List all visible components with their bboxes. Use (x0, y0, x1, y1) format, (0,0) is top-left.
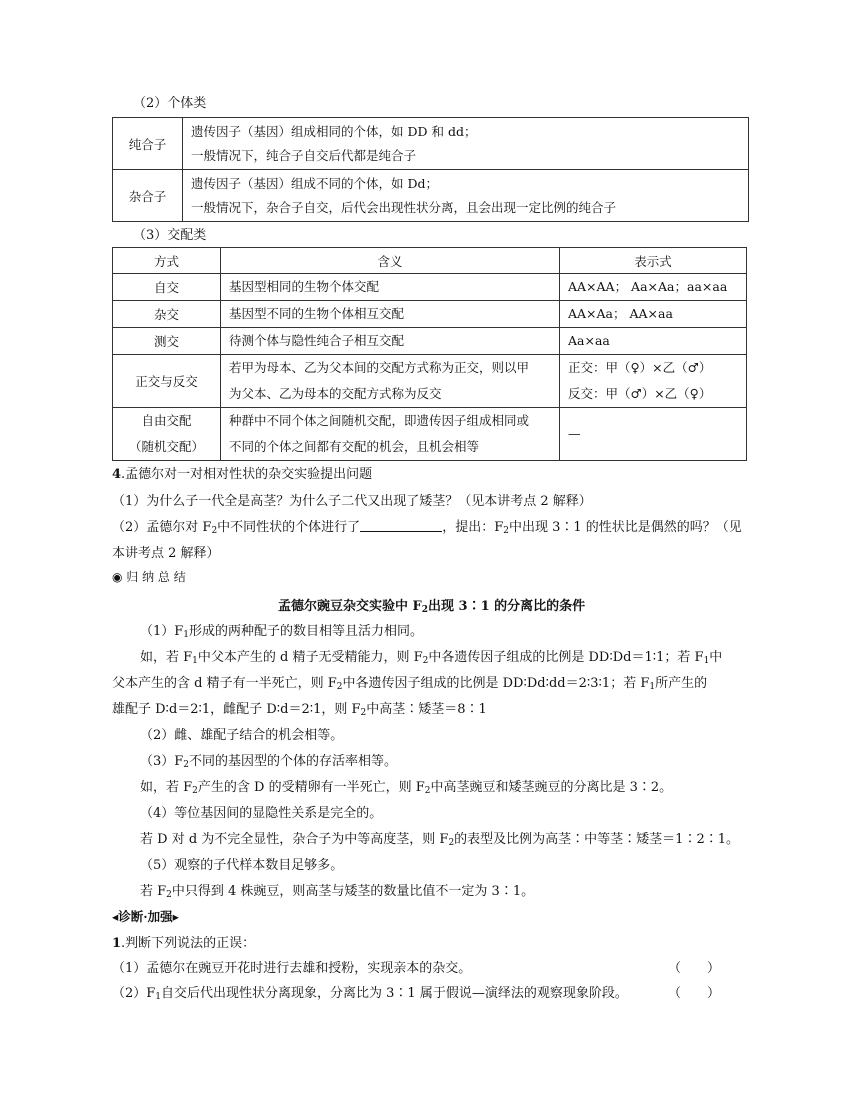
table-row (113, 301, 747, 328)
mating-types-table (112, 247, 747, 461)
method-cell: 正交与反交 (113, 355, 221, 408)
term-cell: 纯合子 (113, 118, 183, 170)
summary-item: （5）观察的子代样本数目足够多。 (140, 858, 344, 873)
header-expression: 表示式 (560, 248, 747, 274)
summary-text: 父本产生的含 d 精子有一半死亡，则 $F_2$中各遗传因子组成的比例是 DD∶Dd∶dd＝2∶3∶1；若 $F_1$所产生的 (112, 676, 708, 692)
meaning-cell: 基因型不同的生物个体相互交配 (229, 306, 405, 321)
meaning-line: 不同的个体之间都有交配的机会，且机会相等 (229, 439, 480, 454)
question-4-sub2-cont: 本讲考点 2 解释） (112, 546, 220, 561)
table-row (113, 118, 749, 170)
table-header-row (113, 248, 747, 274)
question-4-sub2: （2）孟德尔对 $F_2$中不同性状的个体进行了 ，提出：$F_2$中出现 3∶1 的性状比是偶然的吗？（见 (112, 520, 742, 536)
method-cell: 自交 (113, 274, 221, 301)
summary-text: 如，若 $F_2$产生的含 D 的受精卵有一半死亡，则 $F_2$中高茎豌豆和矮茎豌豆的分离比是 3∶2。 (140, 780, 673, 796)
method-cell: 测交 (113, 328, 221, 355)
summary-text: 若 D 对 d 为不完全显性，杂合子为中等高度茎，则 $F_2$的表型及比例为高茎∶中等茎∶矮茎＝1∶2∶1。 (140, 832, 739, 848)
answer-parentheses[interactable]: （ ） (668, 986, 721, 1001)
meaning-cell: 基因型相同的生物个体交配 (229, 279, 380, 294)
diagnosis-label: ◂诊断·加强▸ (112, 909, 179, 924)
answer-parentheses[interactable]: （ ） (668, 961, 721, 976)
table-row (113, 355, 747, 408)
expression-cell: Aa×aa (568, 333, 610, 348)
summary-label: ◉ 归 纳 总 结 (112, 570, 186, 584)
expression-line: 反交：甲（♂）×乙（♀） (568, 386, 712, 401)
summary-text: 若 $F_2$中只得到 4 株豌豆，则高茎与矮茎的数量比值不一定为 3∶1。 (140, 884, 535, 900)
summary-text: 如，若 $F_1$中父本产生的 d 精子无受精能力，则 $F_2$中各遗传因子组成的比例是 DD∶Dd＝1∶1；若 $F_1$中 (140, 650, 723, 666)
section-heading-mating: （3）交配类 (133, 228, 207, 243)
definition-line: 一般情况下，纯合子自交后代都是纯合子 (191, 147, 417, 163)
expression-cell: — (568, 426, 581, 441)
summary-item: （2）雌、雄配子结合的机会相等。 (140, 728, 344, 743)
meaning-line: 为父本、乙为母本的交配方式称为反交 (229, 386, 442, 401)
summary-item: （4）等位基因间的显隐性关系是完全的。 (140, 806, 383, 821)
method-cell: 杂交 (113, 301, 221, 328)
question-4-title: 4.孟德尔对一对相对性状的杂交实验提出问题 (112, 467, 373, 482)
table-row (113, 274, 747, 301)
definition-line: 遗传因子（基因）组成相同的个体，如 DD 和 dd； (191, 123, 477, 139)
definition-line: 一般情况下，杂合子自交，后代会出现性状分离，且会出现一定比例的纯合子 (191, 199, 617, 215)
individual-types-table (112, 117, 749, 222)
summary-item: $(3)F_2$不同的基因型的个体的存活率相等。 (140, 754, 398, 770)
method-line: 自由交配 (141, 413, 192, 428)
judgement-item: $(2)F_1$自交后代出现性状分离现象，分离比为 3∶1 属于假说—演绎法的观察现象阶段。 (112, 986, 628, 1002)
expression-cell: AA×Aa； AA×aa (568, 306, 673, 321)
definition-line: 遗传因子（基因）组成不同的个体，如 Dd； (191, 175, 438, 191)
header-meaning: 含义 (221, 248, 560, 274)
question-4-sub1: （1）为什么子一代全是高茎？为什么子二代又出现了矮茎？（见本讲考点 2 解释） (112, 494, 592, 509)
table-row (113, 170, 749, 222)
summary-title: 孟德尔豌豆杂交实验中 $F_2$出现 3∶1 的分离比的条件 (278, 599, 586, 615)
summary-text: 雄配子 D∶d＝2∶1，雌配子 D∶d＝2∶1，则 $F_2$中高茎∶矮茎＝8∶1 (112, 702, 487, 718)
section-heading-individuals: （2）个体类 (133, 96, 207, 111)
expression-cell: AA×AA； Aa×Aa；aa×aa (568, 279, 728, 294)
summary-item: $(1)F_1$形成的两种配子的数目相等且活力相同。 (140, 624, 424, 640)
table-row (113, 328, 747, 355)
header-method: 方式 (113, 248, 221, 274)
judgement-item: （1）孟德尔在豌豆开花时进行去雄和授粉，实现亲本的杂交。 (112, 961, 472, 976)
meaning-cell: 待测个体与隐性纯合子相互交配 (229, 333, 405, 348)
answer-blank[interactable] (360, 519, 442, 532)
expression-line: 正交：甲（♀）×乙（♂） (568, 360, 712, 375)
method-line: （随机交配） (128, 439, 204, 454)
term-cell: 杂合子 (113, 170, 183, 222)
table-row (113, 408, 747, 461)
meaning-line: 种群中不同个体之间随机交配，即遗传因子组成相同或 (229, 413, 530, 428)
meaning-line: 若甲为母本、乙为父本间的交配方式称为正交，则以甲 (229, 360, 530, 375)
diagnosis-question-title: 1.判断下列说法的正误： (112, 936, 256, 951)
